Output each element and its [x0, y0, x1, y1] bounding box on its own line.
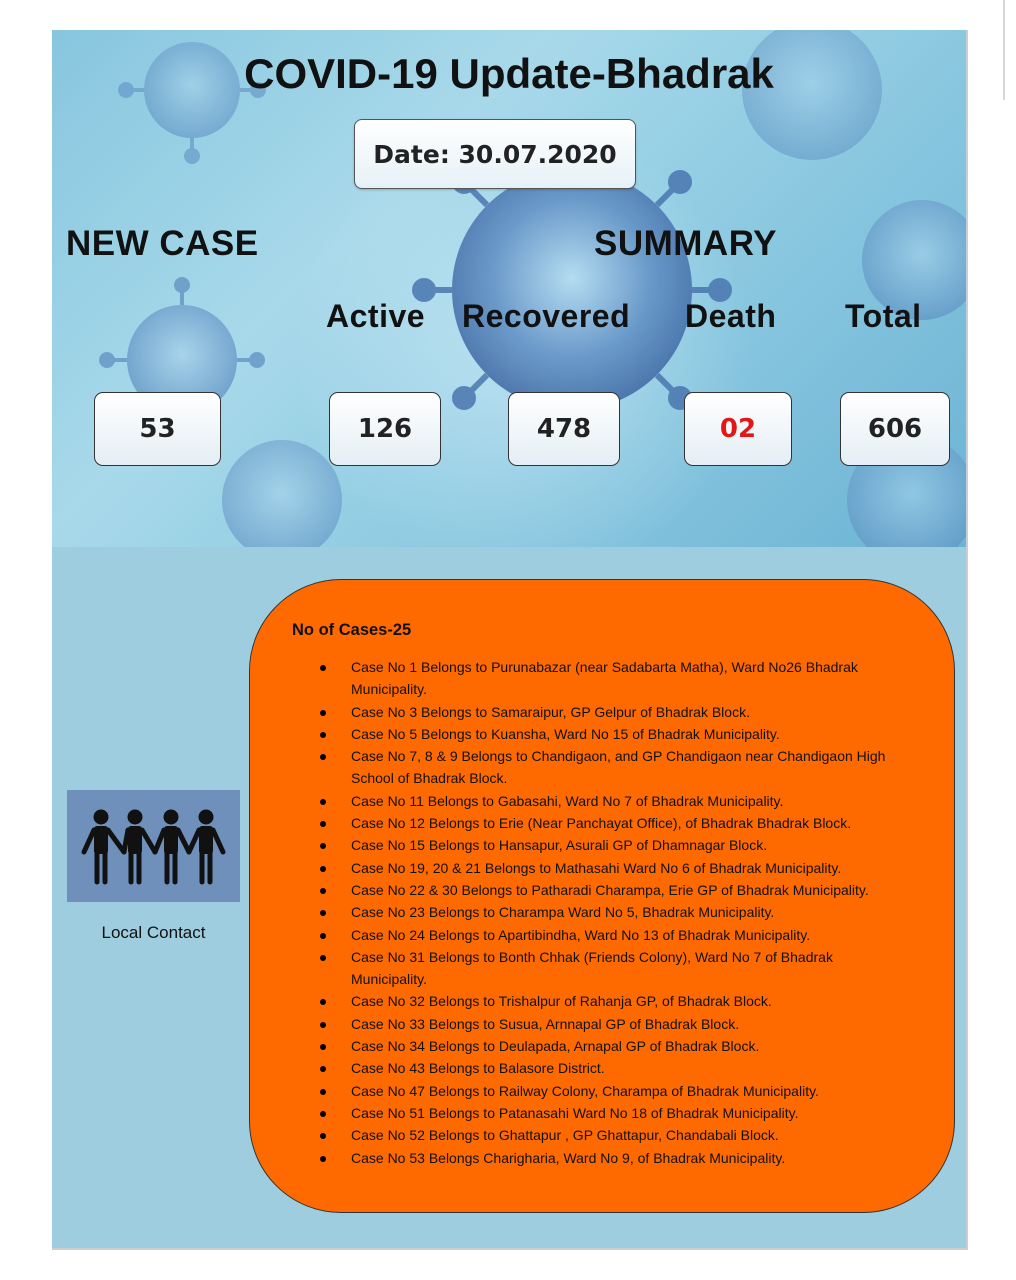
bullet-icon — [320, 754, 326, 760]
bullet-icon — [320, 1156, 326, 1162]
bullet-icon — [320, 933, 326, 939]
people-holding-hands-icon — [67, 790, 240, 902]
summary-hero — [52, 30, 966, 547]
case-text: Case No 24 Belongs to Apartibindha, Ward No 13 of Bhadrak Municipality. — [351, 926, 811, 943]
date-badge: Date: 30.07.2020 — [354, 119, 636, 189]
bullet-icon — [320, 1022, 326, 1028]
total-column-label: Total — [845, 298, 922, 334]
bullet-icon — [320, 821, 326, 827]
bullet-icon — [320, 843, 326, 849]
case-list-item — [314, 1057, 904, 1079]
case-text: Case No 53 Belongs Charigharia, Ward No 9, of Bhadrak Municipality. — [351, 1149, 786, 1166]
case-list-item — [314, 790, 904, 812]
virus-background-illustration — [52, 30, 966, 547]
recovered-value: 478 — [508, 392, 620, 466]
page-title: COVID-19 Update-Bhadrak — [244, 50, 774, 97]
case-list-item — [314, 1013, 904, 1035]
case-text: Case No 52 Belongs to Ghattapur , GP Ghattapur, Chandabali Block. — [351, 1127, 779, 1144]
case-details-section — [52, 547, 966, 1248]
case-text: Case No 1 Belongs to Purunabazar (near Sadabarta Matha), Ward No26 Bhadrak Municipality. — [351, 659, 858, 698]
case-text: Case No 47 Belongs to Railway Colony, Charampa of Bhadrak Municipality. — [351, 1082, 819, 1099]
local-contact-label: Local Contact — [101, 923, 206, 942]
bullet-icon — [320, 866, 326, 872]
bulletin-sheet — [52, 30, 968, 1250]
case-list-item — [314, 1102, 904, 1124]
case-list — [314, 656, 904, 1169]
case-list-item — [314, 701, 904, 723]
case-list-item — [314, 990, 904, 1012]
bullet-icon — [320, 1133, 326, 1139]
case-list-item — [314, 1124, 904, 1146]
case-list-card — [249, 579, 955, 1213]
bullet-icon — [320, 799, 326, 805]
case-list-item — [314, 812, 904, 834]
case-text: Case No 33 Belongs to Susua, Arnnapal GP of Bhadrak Block. — [351, 1015, 740, 1032]
death-value: 02 — [684, 392, 792, 466]
case-list-item — [314, 857, 904, 879]
bullet-icon — [320, 999, 326, 1005]
case-list-item — [314, 745, 904, 790]
bullet-icon — [320, 1089, 326, 1095]
bullet-icon — [320, 888, 326, 894]
case-list-item — [314, 946, 904, 991]
bullet-icon — [320, 1044, 326, 1050]
summary-heading: SUMMARY — [594, 224, 778, 263]
new-case-value: 53 — [94, 392, 221, 466]
active-column-label: Active — [326, 298, 426, 334]
case-text: Case No 23 Belongs to Charampa Ward No 5, Bhadrak Municipality. — [351, 904, 775, 921]
case-text: Case No 12 Belongs to Erie (Near Panchayat Office), of Bhadrak Bhadrak Block. — [351, 815, 852, 832]
bullet-icon — [320, 710, 326, 716]
case-list-item — [314, 1147, 904, 1169]
new-case-heading: NEW CASE — [66, 224, 259, 263]
case-text: Case No 15 Belongs to Hansapur, Asurali GP of Dhamnagar Block. — [351, 837, 768, 854]
case-list-item — [314, 1035, 904, 1057]
bullet-icon — [320, 1111, 326, 1117]
case-list-item — [314, 656, 904, 701]
case-text: Case No 5 Belongs to Kuansha, Ward No 15 of Bhadrak Municipality. — [351, 725, 780, 742]
case-text: Case No 19, 20 & 21 Belongs to Mathasahi Ward No 6 of Bhadrak Municipality. — [351, 859, 842, 876]
recovered-column-label: Recovered — [462, 298, 631, 334]
case-text: Case No 34 Belongs to Deulapada, Arnapal GP of Bhadrak Block. — [351, 1038, 760, 1055]
bullet-icon — [320, 910, 326, 916]
case-list-item — [314, 924, 904, 946]
bullet-icon — [320, 1066, 326, 1072]
case-text: Case No 7, 8 & 9 Belongs to Chandigaon, and GP Chandigaon near Chandigaon High School of Bhadrak Block. — [351, 748, 886, 787]
case-text: Case No 11 Belongs to Gabasahi, Ward No 7 of Bhadrak Municipality. — [351, 792, 784, 809]
case-text: Case No 43 Belongs to Balasore District. — [351, 1060, 605, 1077]
case-list-item — [314, 1080, 904, 1102]
bullet-icon — [320, 955, 326, 961]
death-column-label: Death — [685, 298, 777, 334]
case-list-item — [314, 834, 904, 856]
case-text: Case No 3 Belongs to Samaraipur, GP Gelpur of Bhadrak Block. — [351, 703, 750, 720]
case-list-item — [314, 723, 904, 745]
bullet-icon — [320, 732, 326, 738]
case-list-item — [314, 879, 904, 901]
total-value: 606 — [840, 392, 950, 466]
cases-count-title: No of Cases-25 — [292, 621, 412, 639]
case-text: Case No 22 & 30 Belongs to Patharadi Charampa, Erie GP of Bhadrak Municipality. — [351, 881, 869, 898]
case-text: Case No 31 Belongs to Bonth Chhak (Friends Colony), Ward No 7 of Bhadrak Municipality. — [351, 948, 833, 988]
active-value: 126 — [329, 392, 441, 466]
case-text: Case No 32 Belongs to Trishalpur of Rahanja GP, of Bhadrak Block. — [351, 993, 772, 1010]
page-edge — [1003, 0, 1005, 100]
case-list-item — [314, 901, 904, 923]
case-text: Case No 51 Belongs to Patanasahi Ward No 18 of Bhadrak Municipality. — [351, 1104, 799, 1121]
bullet-icon — [320, 665, 326, 671]
